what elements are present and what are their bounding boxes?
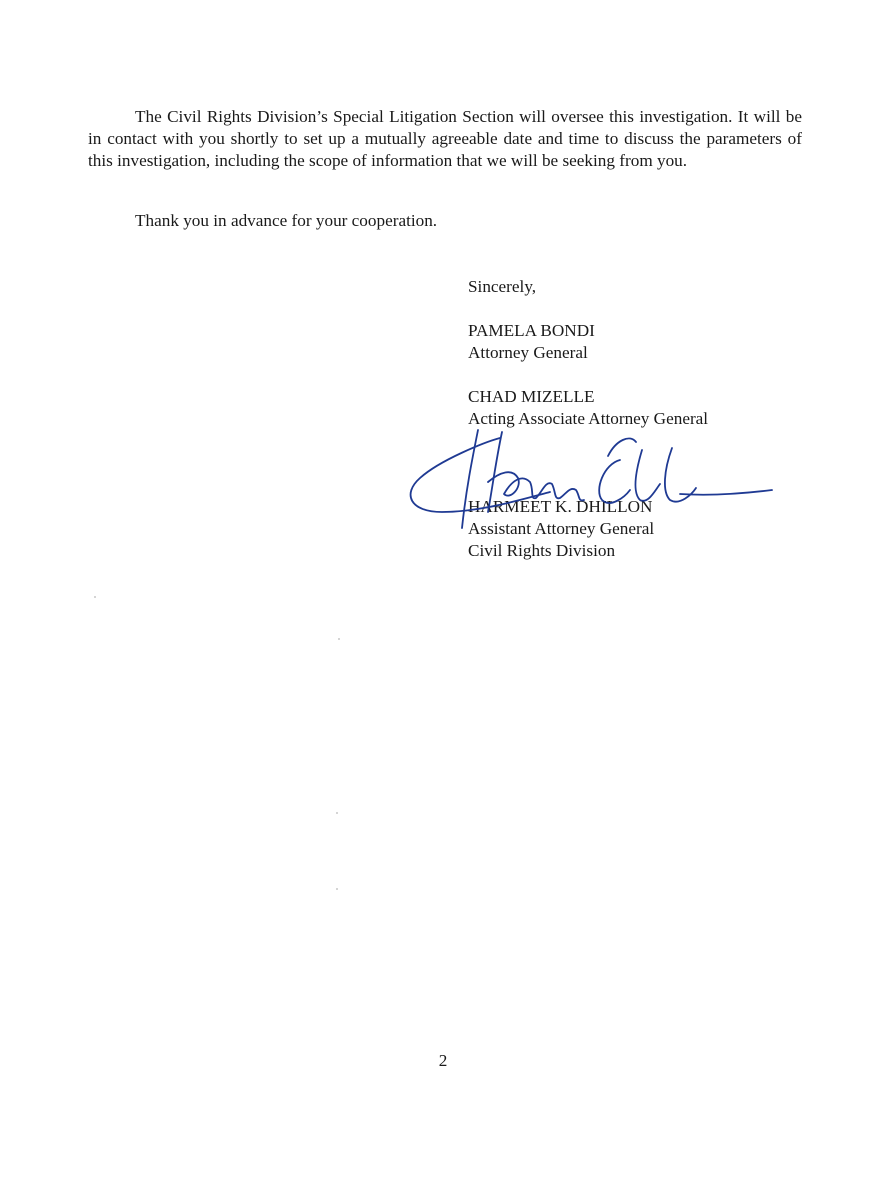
closing-text: Sincerely, [468, 277, 537, 296]
signature-stroke-l1 [636, 450, 660, 501]
signer-name-dhillon: HARMEET K. DHILLON [468, 497, 653, 516]
signer-title-mizelle: Acting Associate Attorney General [468, 409, 709, 428]
signer-division-dhillon: Civil Rights Division [468, 541, 616, 560]
scan-speck [336, 888, 338, 890]
signer-name-bondi: PAMELA BONDI [468, 321, 595, 340]
scan-speck [338, 638, 340, 640]
signature-stroke-sweep [411, 438, 550, 512]
signature-stroke-loop [608, 438, 636, 456]
signer-title-bondi: Attorney General [468, 343, 588, 362]
page-number: 2 [438, 1051, 448, 1070]
scan-speck [336, 812, 338, 814]
handwritten-signature [380, 420, 780, 530]
body-paragraph-thanks: Thank you in advance for your cooperation. [135, 211, 438, 230]
signature-stroke-c [599, 460, 630, 503]
signer-title-dhillon: Assistant Attorney General [468, 519, 655, 538]
signature-stroke-h-left [462, 430, 478, 528]
body-paragraph-oversight: The Civil Rights Division’s Special Litigation Section will oversee this investigation. It will be in contact with you shortly to set up a mutually agreeable date and time to discuss the parameters of this investigation, including the scope of information that we will be seeking from you. [88, 107, 802, 170]
signer-name-mizelle: CHAD MIZELLE [468, 387, 595, 406]
signature-stroke-h-right [488, 432, 502, 512]
scan-speck [94, 596, 96, 598]
